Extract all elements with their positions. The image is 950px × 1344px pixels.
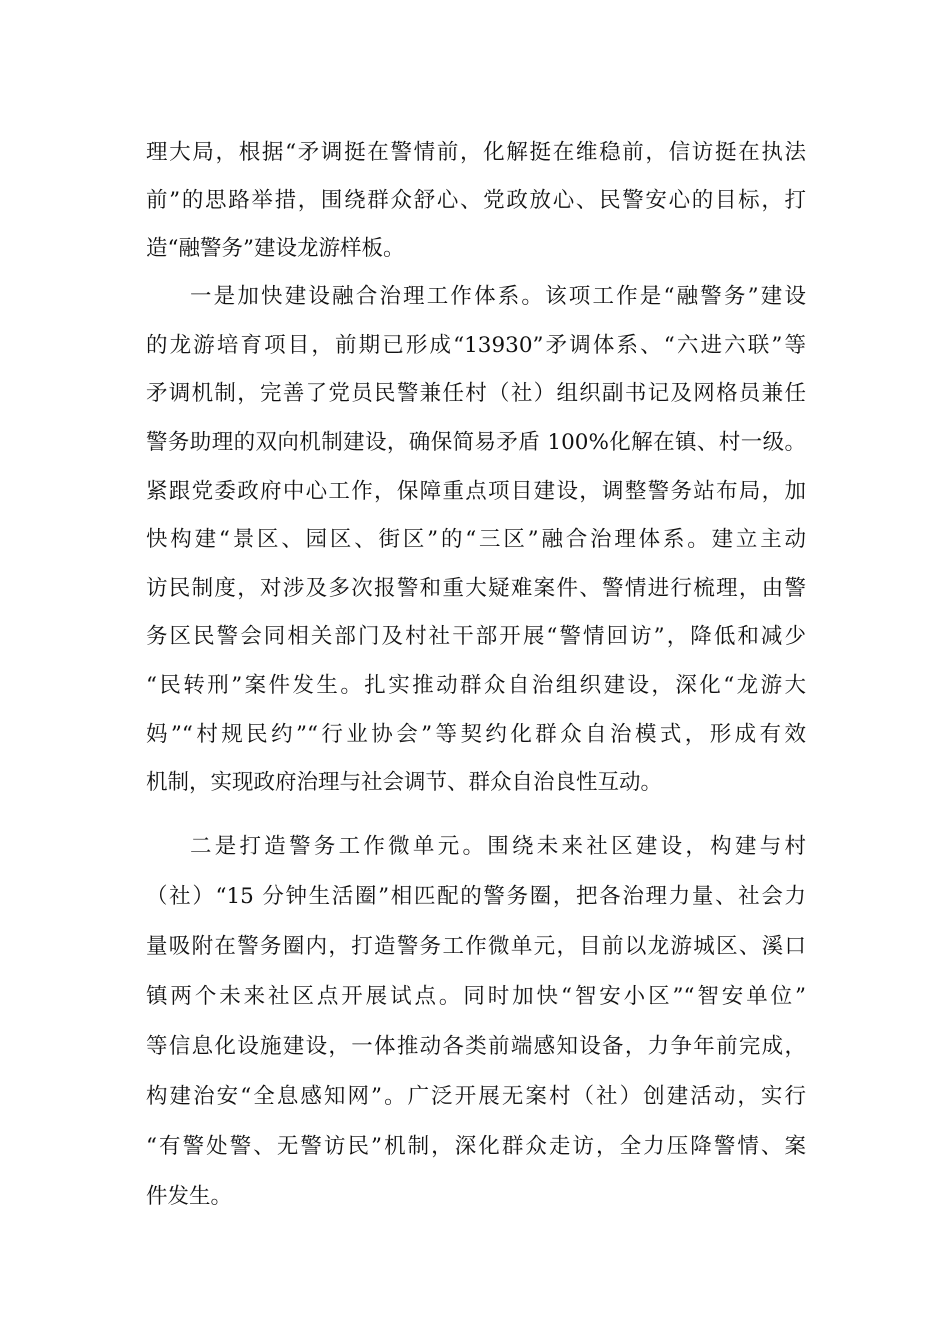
text-line: 一是加快建设融合治理工作体系。该项工作是“融警务”建设 — [190, 284, 806, 309]
text-line: 警务助理的双向机制建设，确保简易矛盾 100%化解在镇、村一级。 — [146, 430, 806, 455]
text-line: 量吸附在警务圈内，打造警务工作微单元，目前以龙游城区、溪口 — [146, 934, 806, 959]
text-line: “民转刑”案件发生。扎实推动群众自治组织建设，深化“龙游大 — [146, 673, 806, 698]
text-line: 理大局，根据“矛调挺在警情前，化解挺在维稳前，信访挺在执法 — [146, 140, 806, 165]
text-line: 机制，实现政府治理与社会调节、群众自治良性互动。 — [146, 770, 663, 795]
text-line: 访民制度，对涉及多次报警和重大疑难案件、警情进行梳理，由警 — [146, 576, 806, 601]
text-line: “有警处警、无警访民”机制，深化群众走访，全力压降警情、案 — [146, 1134, 806, 1159]
text-line: 镇两个未来社区点开展试点。同时加快“智安小区”“智安单位” — [146, 984, 806, 1009]
text-line: 等信息化设施建设，一体推动各类前端感知设备，力争年前完成， — [146, 1034, 806, 1059]
text-line: 构建治安“全息感知网”。广泛开展无案村（社）创建活动，实行 — [146, 1084, 806, 1109]
text-line: 务区民警会同相关部门及村社干部开展“警情回访”，降低和减少 — [146, 624, 806, 649]
text-line: 的龙游培育项目，前期已形成“13930”矛调体系、“六进六联”等 — [146, 333, 806, 358]
text-line: 前”的思路举措，围绕群众舒心、党政放心、民警安心的目标，打 — [146, 188, 806, 213]
text-line: （社）“15 分钟生活圈”相匹配的警务圈，把各治理力量、社会力 — [146, 884, 806, 909]
text-line: 快构建“景区、园区、街区”的“三区”融合治理体系。建立主动 — [146, 527, 806, 552]
text-line: 矛调机制，完善了党员民警兼任村（社）组织副书记及网格员兼任 — [146, 381, 806, 406]
text-line: 紧跟党委政府中心工作，保障重点项目建设，调整警务站布局，加 — [146, 479, 806, 504]
text-line: 二是打造警务工作微单元。围绕未来社区建设，构建与村 — [190, 834, 806, 859]
text-line: 件发生。 — [146, 1184, 233, 1209]
text-line: 造“融警务”建设龙游样板。 — [146, 236, 405, 261]
text-line: 妈”“村规民约”“行业协会”等契约化群众自治模式，形成有效 — [146, 722, 806, 747]
